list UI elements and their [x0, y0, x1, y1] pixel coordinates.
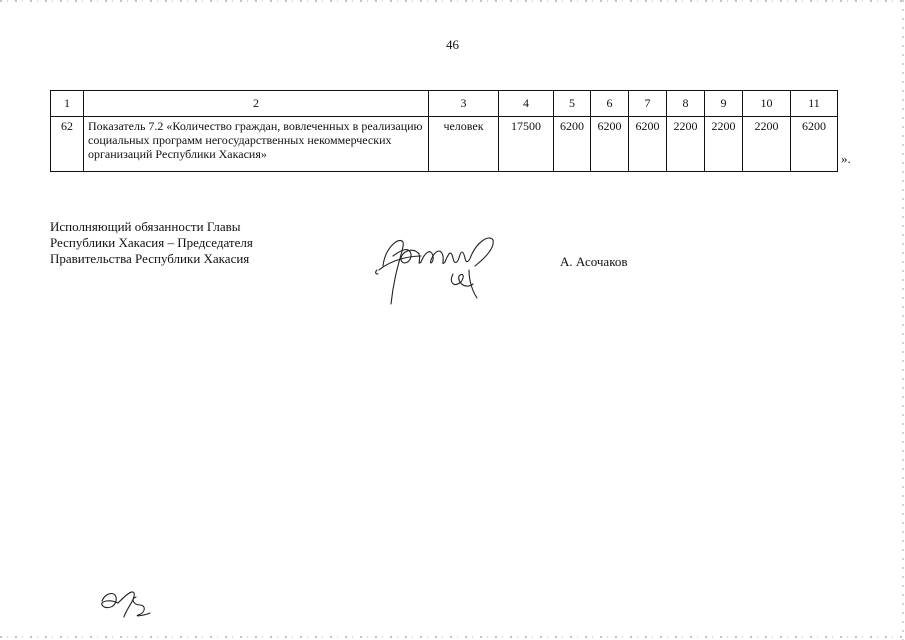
- value-cell-10: 2200: [743, 117, 791, 172]
- signatory-title: [50, 219, 253, 267]
- handwritten-initials: [96, 583, 156, 623]
- table-row: [51, 117, 838, 172]
- column-header-5: 5: [554, 91, 591, 117]
- value-cell-9: 2200: [705, 117, 743, 172]
- value-cell-11: 6200: [791, 117, 838, 172]
- column-header-2: 2: [84, 91, 429, 117]
- table-header-row: [51, 91, 838, 117]
- row-number-cell: 62: [51, 117, 84, 172]
- column-header-11: 11: [791, 91, 838, 117]
- scan-edge-right: [902, 0, 904, 640]
- page-number: 46: [446, 37, 459, 52]
- column-header-1: 1: [51, 91, 84, 117]
- closing-quote: ».: [841, 151, 851, 166]
- column-header-7: 7: [629, 91, 667, 117]
- column-header-10: 10: [743, 91, 791, 117]
- column-header-8: 8: [667, 91, 705, 117]
- column-header-6: 6: [591, 91, 629, 117]
- indicator-name-cell: Показатель 7.2 «Количество граждан, вовлеченных в реализацию социальных программ негосударственных некоммерческих организаций Республики Хакасия»: [84, 117, 429, 172]
- column-header-9: 9: [705, 91, 743, 117]
- handwritten-signature: [365, 226, 515, 306]
- column-header-4: 4: [499, 91, 554, 117]
- signatory-title-line-1: Исполняющий обязанности Главы: [50, 219, 241, 234]
- scan-edge-bottom: [0, 636, 905, 638]
- value-cell-6: 6200: [591, 117, 629, 172]
- value-cell-7: 6200: [629, 117, 667, 172]
- unit-cell: человек: [429, 117, 499, 172]
- value-cell-5: 6200: [554, 117, 591, 172]
- value-cell-4: 17500: [499, 117, 554, 172]
- signer-name: А. Асочаков: [560, 254, 628, 269]
- indicators-table: [50, 90, 838, 172]
- signatory-title-line-3: Правительства Республики Хакасия: [50, 251, 250, 266]
- column-header-3: 3: [429, 91, 499, 117]
- value-cell-8: 2200: [667, 117, 705, 172]
- scan-edge-top: [0, 0, 905, 2]
- signatory-title-line-2: Республики Хакасия – Председателя: [50, 235, 253, 250]
